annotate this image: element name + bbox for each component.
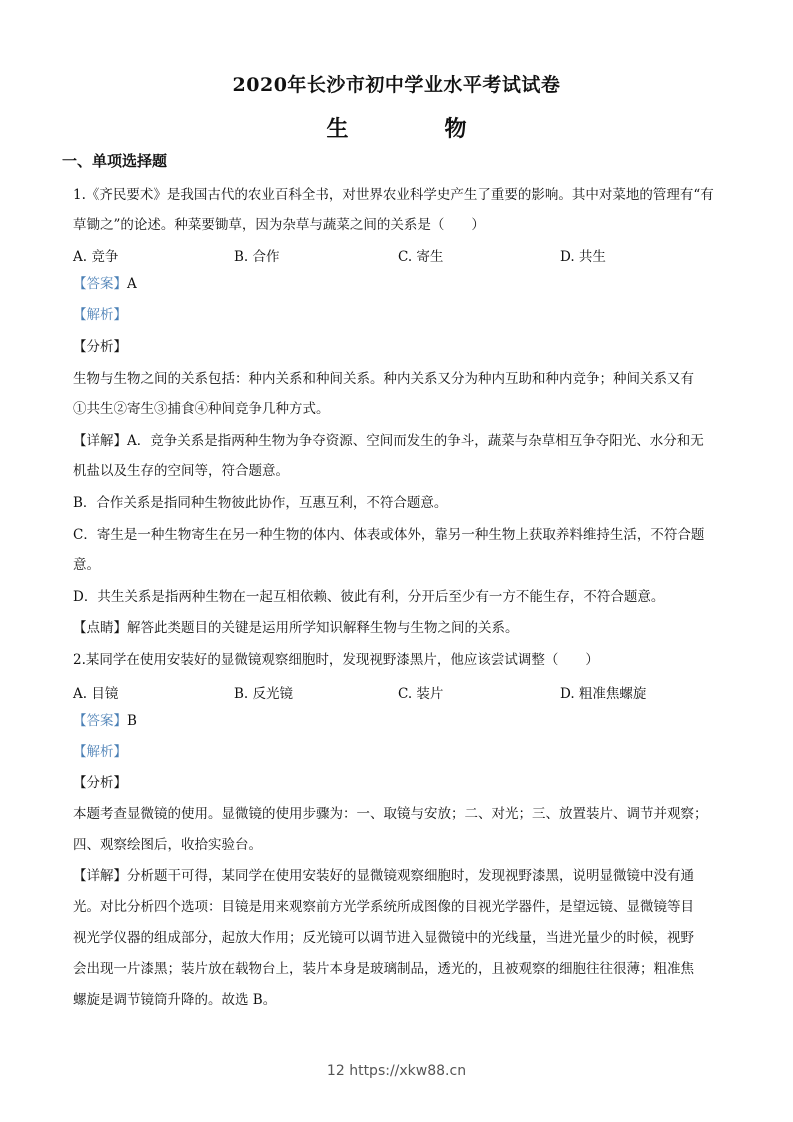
q1-detail-line-3: B．合作关系是指同种生物彼此协作，互惠互利，不符合题意。 xyxy=(73,495,448,511)
q2-option-c: C. 装片 xyxy=(398,686,444,702)
q2-stem-line-1: 2.某同学在使用安装好的显微镜观察细胞时，发现视野漆黑片，他应该尝试调整（ ） xyxy=(73,652,599,668)
subject-title xyxy=(0,112,793,143)
q1-analysis-line-2: ①共生②寄生③捕食④种间竞争几种方式。 xyxy=(73,401,330,417)
q2-analysis-label: 【分析】 xyxy=(73,775,127,791)
answer-value: B xyxy=(127,713,137,729)
q1-option-c: C. 寄生 xyxy=(398,249,444,265)
q2-detail-line-4: 会出现一片漆黑；装片放在载物台上，装片本身是玻璃制品，透光的，且被观察的细胞往往很薄；粗准焦 xyxy=(73,961,694,977)
q1-option-b: B. 合作 xyxy=(234,249,280,265)
q2-option-b: B. 反光镜 xyxy=(234,686,294,702)
answer-label: 【答案】 xyxy=(73,713,127,729)
section-heading: 一、单项选择题 xyxy=(62,152,168,170)
q1-analysis-line-1: 生物与生物之间的关系包括：种内关系和种间关系。种内关系又分为种内互助和种内竞争；种间关系又有 xyxy=(73,371,694,387)
subject-char-2: 物 xyxy=(444,116,467,142)
q1-explain-label: 【解析】 xyxy=(73,307,127,323)
page-number: 12 xyxy=(326,1063,345,1079)
q1-detail-line-5: 意。 xyxy=(73,557,100,573)
q2-option-a: A. 目镜 xyxy=(73,686,119,702)
q1-detail-line-2: 机盐以及生存的空间等，符合题意。 xyxy=(73,463,289,479)
q2-detail-line-2: 光。对比分析四个选项：目镜是用来观察前方光学系统所成图像的目视光学器件，是望远镜、显微镜等目 xyxy=(73,899,694,915)
answer-value: A xyxy=(127,276,137,292)
q1-stem-line-1: 1.《齐民要术》是我国古代的农业百科全书，对世界农业科学史产生了重要的影响。其中对菜地的管理有“有 xyxy=(73,187,714,203)
q2-detail-line-1: 【详解】分析题干可得，某同学在使用安装好的显微镜观察细胞时，发现视野漆黑，说明显微镜中没有通 xyxy=(73,868,694,884)
q1-detail-line-1: 【详解】A．竞争关系是指两种生物为争夺资源、空间而发生的争斗，蔬菜与杂草相互争夺阳光、水分和无 xyxy=(73,433,704,449)
q1-detail-line-7: 【点睛】解答此类题目的关键是运用所学知识解释生物与生物之间的关系。 xyxy=(73,620,519,636)
q2-detail-line-5: 螺旋是调节镜筒升降的。故选 B。 xyxy=(73,992,277,1008)
answer-label: 【答案】 xyxy=(73,276,127,292)
q1-option-d: D. 共生 xyxy=(560,249,606,265)
q2-detail-line-3: 视光学仪器的组成部分，起放大作用；反光镜可以调节进入显微镜中的光线量，当进光量少的时候，视野 xyxy=(73,930,694,946)
q2-answer xyxy=(73,712,723,730)
q2-explain-label: 【解析】 xyxy=(73,744,127,760)
q1-detail-line-4: C．寄生是一种生物寄生在另一种生物的体内、体表或体外，靠另一种生物上获取养料维持生活，不符合题 xyxy=(73,527,705,543)
q2-analysis-line-1: 本题考查显微镜的使用。显微镜的使用步骤为：一、取镜与安放；二、对光；三、放置装片、调节并观察； xyxy=(73,806,708,822)
q1-analysis-label: 【分析】 xyxy=(73,339,127,355)
q2-analysis-line-2: 四、观察绘图后，收拾实验台。 xyxy=(73,837,262,853)
page-footer xyxy=(0,1063,793,1079)
q2-option-d: D. 粗准焦螺旋 xyxy=(560,686,647,702)
q1-option-a: A. 竞争 xyxy=(73,249,119,265)
q1-answer xyxy=(73,275,723,293)
q1-stem-line-2: 草锄之”的论述。种菜要锄草，因为杂草与蔬菜之间的关系是（ ） xyxy=(73,217,485,233)
q1-detail-line-6: D．共生关系是指两种生物在一起互相依赖、彼此有利，分开后至少有一方不能生存，不符合题意。 xyxy=(73,589,665,605)
document-title: 2020年长沙市初中学业水平考试试卷 xyxy=(232,74,561,96)
footer-url[interactable]: https://xkw88.cn xyxy=(349,1063,467,1079)
subject-char-1: 生 xyxy=(326,116,349,142)
